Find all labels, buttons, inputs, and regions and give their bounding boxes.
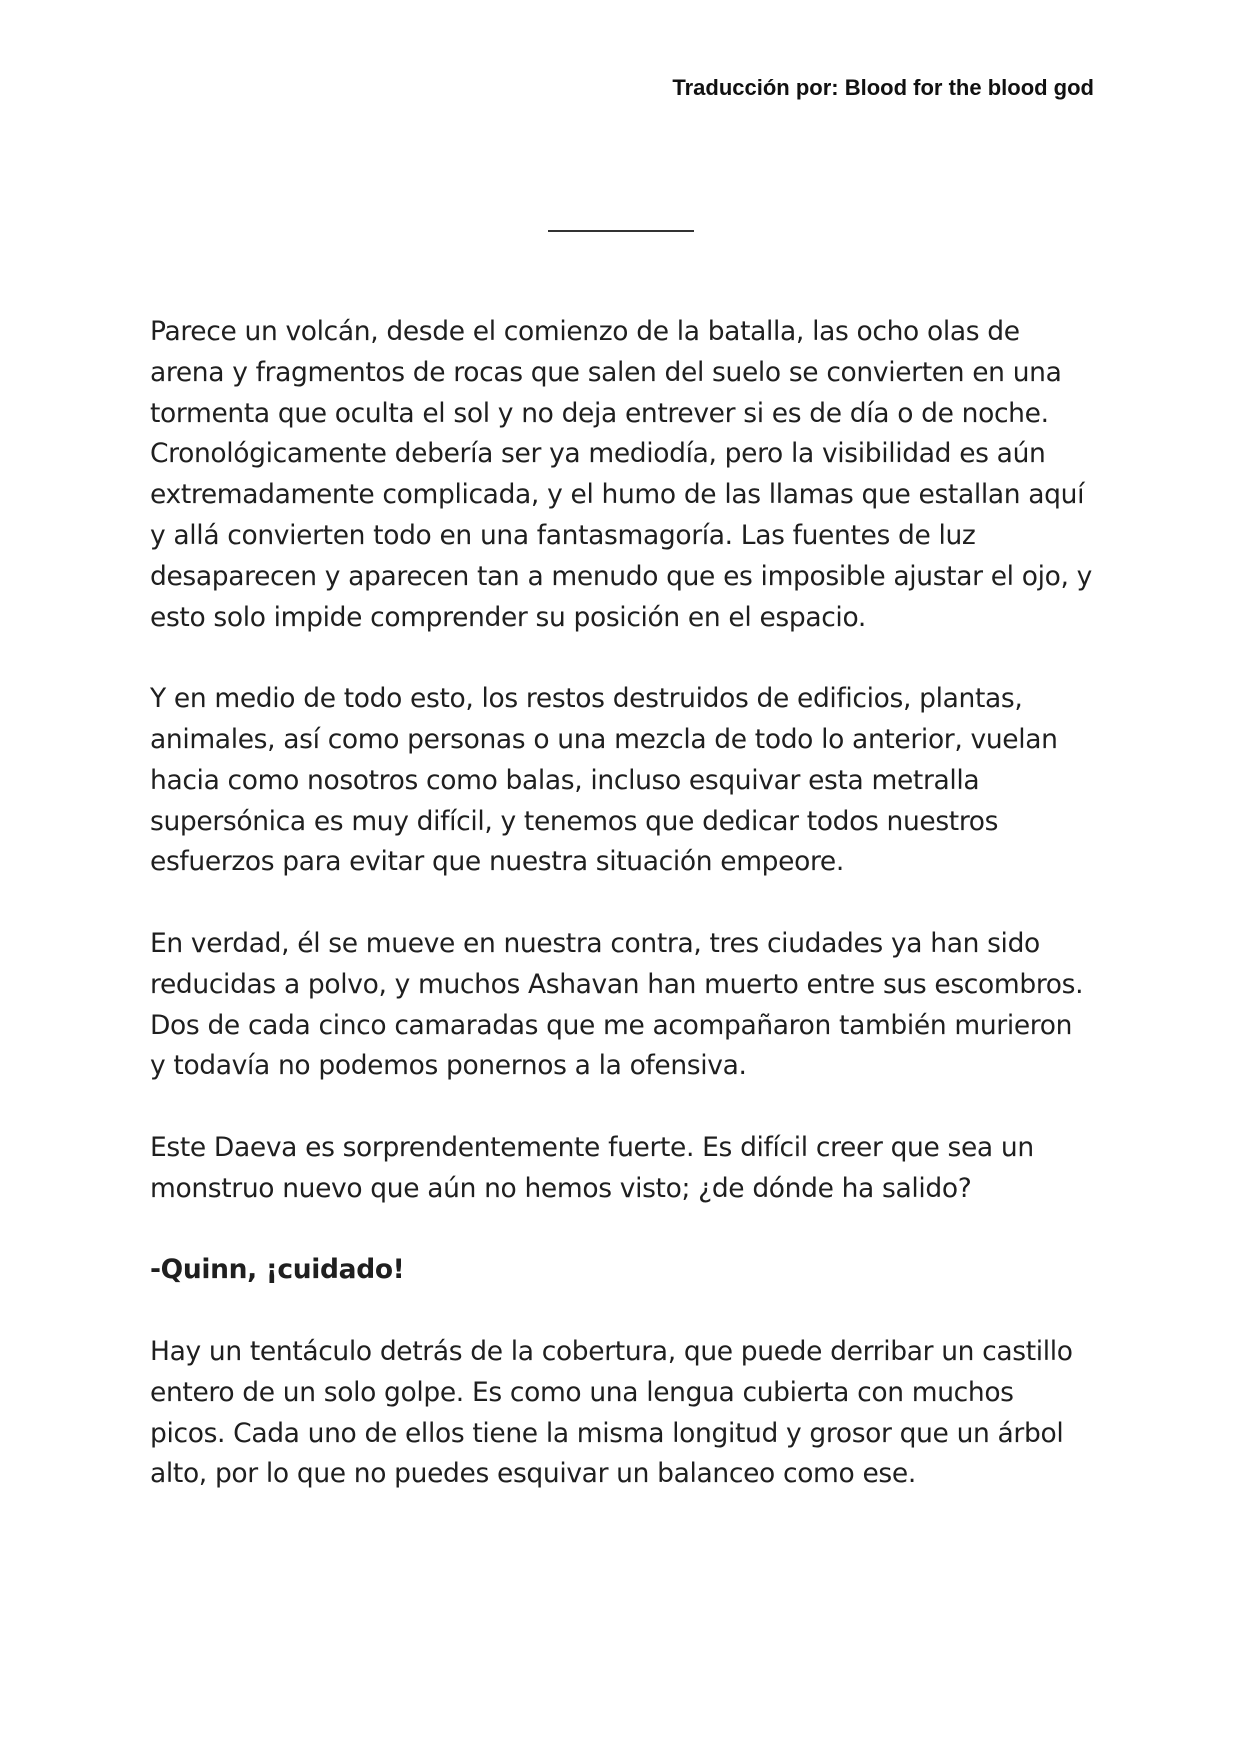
translator-credit: Traducción por: Blood for the blood god (672, 75, 1094, 100)
section-divider (548, 230, 694, 232)
paragraph-6: Hay un tentáculo detrás de la cobertura, que puede derribar un castillo entero de un solo golpe. Es como una lengua cubierta con muchos picos. Cada uno de ellos tiene la misma longitud y grosor que un árbol alto, por lo que no puedes esquivar un balanceo como ese. (150, 1335, 1073, 1490)
paragraph-1: Parece un volcán, desde el comienzo de la batalla, las ocho olas de arena y fragmentos de rocas que salen del suelo se convierten en una tormenta que oculta el sol y no deja entrever si es de día o de noche. Cronológicamente debería ser ya mediodía, pero la visibilidad es aún extremadamente complicada, y el humo de las llamas que estallan aquí y allá convierten todo en una fantasmagoría. Las fuentes de luz desaparecen y aparecen tan a menudo que es imposible ajustar el ojo, y esto solo impide comprender su posición en el espacio. (150, 316, 1092, 633)
dialogue-line: -Quinn, ¡cuidado! (150, 1254, 405, 1286)
story-body (150, 312, 1094, 1536)
paragraph-4: Este Daeva es sorprendentemente fuerte. Es difícil creer que sea un monstruo nuevo que aún no hemos visto; ¿de dónde ha salido? (150, 1131, 1034, 1204)
paragraph-3: En verdad, él se mueve en nuestra contra, tres ciudades ya han sido reducidas a polvo, y muchos Ashavan han muerto entre sus escombros. Dos de cada cinco camaradas que me acompañaron también murieron y todavía no podemos ponernos a la ofensiva. (150, 927, 1084, 1082)
paragraph-2: Y en medio de todo esto, los restos destruidos de edificios, plantas, animales, así como personas o una mezcla de todo lo anterior, vuelan hacia como nosotros como balas, incluso esquivar esta metralla supersónica es muy difícil, y tenemos que dedicar todos nuestros esfuerzos para evitar que nuestra situación empeore. (150, 683, 1058, 878)
